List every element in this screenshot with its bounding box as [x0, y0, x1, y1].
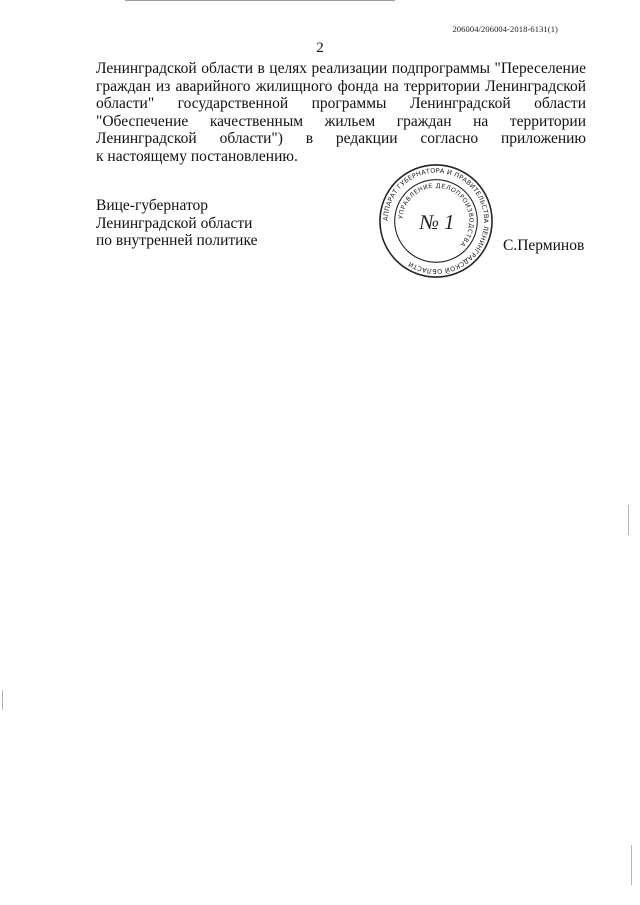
paragraph-line: Ленинградской области") в редакции согласно приложению [96, 130, 586, 147]
scan-edge-mark [628, 505, 629, 535]
paragraph-line: области" государственной программы Ленинградской области [96, 95, 586, 112]
paragraph-line: к настоящему постановлению. [96, 147, 298, 165]
signer-title [96, 197, 257, 250]
signer-name: С.Перминов [503, 237, 585, 254]
seal-outer-text: АППАРАТ ГУБЕРНАТОРА И ПРАВИТЕЛЬСТВА ЛЕНИНГРАДСКОЙ ОБЛАСТИ [381, 166, 491, 276]
page-number: 2 [316, 40, 324, 56]
document-registration-number: 206004/206004-2018-6131(1) [452, 24, 558, 34]
seal-center-number: № 1 [419, 211, 455, 234]
signer-title-line: Вице-губернатор [96, 197, 209, 214]
signer-title-line: по внутренней политике [96, 232, 258, 249]
main-paragraph [96, 60, 586, 165]
official-seal-stamp [377, 162, 495, 280]
paragraph-line: граждан из аварийного жилищного фонда на территории Ленинградской [96, 77, 586, 95]
seal-inner-text: УПРАВЛЕНИЕ ДЕЛОПРОИЗВОДСТВА [397, 182, 475, 248]
signer-title-line: Ленинградской области [96, 214, 253, 232]
scan-edge-mark [631, 845, 632, 885]
scan-edge-line [125, 0, 395, 1]
scan-edge-mark [2, 690, 3, 710]
paragraph-line: "Обеспечение качественным жильем граждан на территории [96, 112, 586, 130]
paragraph-line: Ленинградской области в целях реализации подпрограммы "Переселение [96, 60, 586, 77]
